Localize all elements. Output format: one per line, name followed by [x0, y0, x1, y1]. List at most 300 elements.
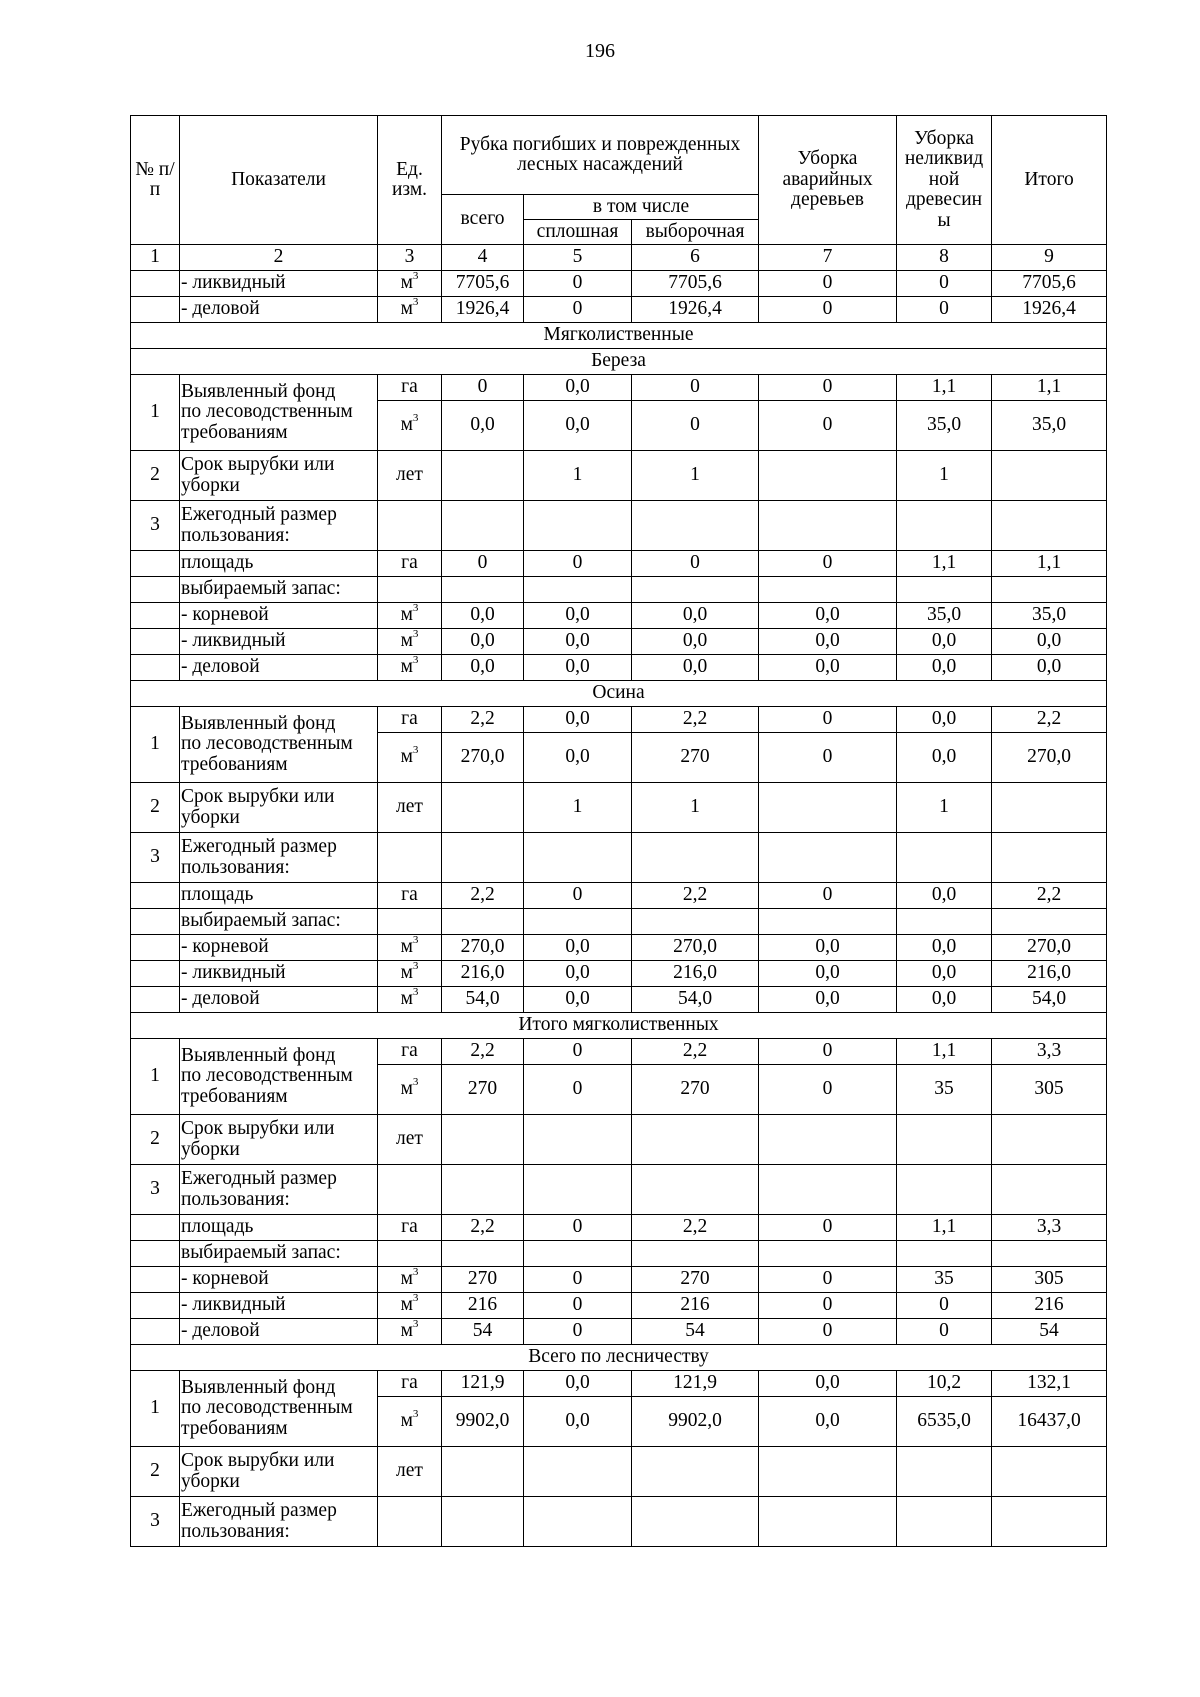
empty-cell: [524, 501, 632, 551]
unit-base: м: [400, 962, 413, 984]
value-cell: 0: [524, 1293, 632, 1319]
empty-cell: [992, 1497, 1107, 1547]
empty-cell: [632, 501, 759, 551]
table-row: [131, 961, 1107, 987]
header-unit: Ед. изм.: [378, 116, 442, 245]
unit-exponent: 3: [412, 1266, 419, 1278]
value-cell: 0: [524, 1215, 632, 1241]
indicator-text: пользования:: [181, 1520, 290, 1542]
indicator-text: по лесоводственным: [181, 401, 353, 423]
table-row: [131, 987, 1107, 1013]
empty-cell: [131, 1267, 180, 1293]
table-row: [131, 1165, 1107, 1215]
value-cell: 270: [442, 1267, 524, 1293]
value-cell: 0: [632, 375, 759, 401]
forest-use-table: [130, 115, 1107, 1547]
unit-exponent: 3: [412, 602, 419, 614]
table-row: [131, 1293, 1107, 1319]
value-cell: 270,0: [992, 935, 1107, 961]
unit-cell: [378, 1371, 442, 1397]
row-number: 2: [131, 1115, 180, 1165]
empty-cell: [378, 577, 442, 603]
value-cell: 216: [632, 1293, 759, 1319]
indicator-cell: [180, 1241, 378, 1267]
empty-cell: [131, 577, 180, 603]
indicator-text: пользования:: [181, 856, 290, 878]
value-cell: 270,0: [992, 733, 1107, 783]
value-cell: 1: [897, 783, 992, 833]
value-cell: 2,2: [992, 883, 1107, 909]
empty-cell: [131, 909, 180, 935]
empty-cell: [131, 297, 180, 323]
indicator-text: Выявленный фонд: [181, 380, 336, 402]
empty-cell: [759, 1497, 897, 1547]
empty-cell: [632, 1497, 759, 1547]
table-row: [131, 1039, 1107, 1065]
unit-cell: [378, 375, 442, 401]
header-selective: выборочная: [632, 220, 759, 245]
value-cell: 0: [632, 551, 759, 577]
unit-base: м: [400, 1410, 413, 1432]
value-cell: 1926,4: [992, 297, 1107, 323]
unit-cell: [378, 629, 442, 655]
table-row: [131, 297, 1107, 323]
empty-cell: [131, 271, 180, 297]
row-number: 1: [131, 707, 180, 783]
section-title: Итого мягколиственных: [131, 1013, 1107, 1039]
empty-cell: [992, 1165, 1107, 1215]
empty-cell: [524, 1241, 632, 1267]
value-cell: 0: [759, 271, 897, 297]
empty-cell: [524, 1497, 632, 1547]
value-cell: 0: [759, 1065, 897, 1115]
indicator-cell: [180, 1115, 378, 1165]
indicator-text: Ежегодный размер: [181, 1168, 337, 1190]
empty-cell: [131, 629, 180, 655]
table-row: [131, 1241, 1107, 1267]
empty-cell: [378, 909, 442, 935]
value-cell: 0: [524, 297, 632, 323]
value-cell: 0,0: [524, 375, 632, 401]
value-cell: 9902,0: [632, 1397, 759, 1447]
unit-exponent: 3: [412, 960, 419, 972]
indicator-text: Срок вырубки или: [181, 454, 335, 476]
empty-cell: [131, 1319, 180, 1345]
unit-cell: [378, 1065, 442, 1115]
table-row: [131, 1267, 1107, 1293]
section-row: [131, 1013, 1107, 1039]
indicator-cell: [180, 1497, 378, 1547]
indicator-text: Выявленный фонд: [181, 1044, 336, 1066]
table-row: [131, 909, 1107, 935]
value-cell: 1,1: [897, 551, 992, 577]
indicator-cell: [180, 603, 378, 629]
value-cell: [442, 1115, 524, 1165]
indicator-cell: [180, 883, 378, 909]
unit-text: га: [401, 1216, 418, 1238]
value-cell: [442, 451, 524, 501]
value-cell: 216,0: [992, 961, 1107, 987]
page-number: 196: [585, 40, 615, 62]
unit-exponent: 3: [412, 986, 419, 998]
value-cell: 0,0: [897, 629, 992, 655]
value-cell: 1,1: [992, 375, 1107, 401]
indicator-cell: [180, 451, 378, 501]
indicator-text: - корневой: [181, 604, 269, 626]
empty-cell: [759, 833, 897, 883]
section-title: Всего по лесничеству: [131, 1345, 1107, 1371]
value-cell: 0: [759, 551, 897, 577]
table-row: [131, 501, 1107, 551]
indicator-cell: [180, 297, 378, 323]
indicator-cell: [180, 375, 378, 451]
value-cell: 0,0: [632, 603, 759, 629]
row-number: 1: [131, 1371, 180, 1447]
value-cell: 2,2: [442, 1215, 524, 1241]
indicator-text: уборки: [181, 1138, 240, 1160]
value-cell: 0,0: [632, 655, 759, 681]
value-cell: 35: [897, 1267, 992, 1293]
table-row: [131, 935, 1107, 961]
value-cell: 0: [759, 883, 897, 909]
value-cell: 1,1: [992, 551, 1107, 577]
indicator-text: требованиям: [181, 753, 288, 775]
value-cell: 0,0: [897, 935, 992, 961]
unit-base: м: [400, 414, 413, 436]
indicator-text: выбираемый запас:: [181, 910, 341, 932]
indicator-cell: [180, 271, 378, 297]
unit-base: м: [400, 630, 413, 652]
value-cell: 1: [524, 783, 632, 833]
value-cell: 0: [524, 1319, 632, 1345]
value-cell: 54: [992, 1319, 1107, 1345]
value-cell: 0,0: [524, 603, 632, 629]
value-cell: [992, 783, 1107, 833]
value-cell: 0,0: [524, 629, 632, 655]
value-cell: 0: [759, 707, 897, 733]
value-cell: [992, 1447, 1107, 1497]
unit-text: га: [401, 376, 418, 398]
value-cell: 0,0: [759, 1371, 897, 1397]
indicator-text: - деловой: [181, 1320, 260, 1342]
table-row: [131, 629, 1107, 655]
indicator-text: требованиям: [181, 421, 288, 443]
unit-text: га: [401, 552, 418, 574]
indicator-text: уборки: [181, 1470, 240, 1492]
section-row: [131, 1345, 1107, 1371]
unit-text: га: [401, 1372, 418, 1394]
indicator-cell: [180, 961, 378, 987]
header-emergency: Уборка аварийных деревьев: [759, 116, 897, 245]
unit-base: м: [400, 604, 413, 626]
value-cell: 1: [524, 451, 632, 501]
value-cell: 2,2: [442, 1039, 524, 1065]
value-cell: 0,0: [759, 629, 897, 655]
indicator-cell: [180, 909, 378, 935]
indicator-text: по лесоводственным: [181, 1065, 353, 1087]
indicator-text: Выявленный фонд: [181, 1376, 336, 1398]
empty-cell: [131, 961, 180, 987]
value-cell: 0,0: [442, 401, 524, 451]
unit-exponent: 3: [412, 1075, 419, 1088]
unit-exponent: 3: [412, 743, 419, 756]
empty-cell: [759, 1241, 897, 1267]
indicator-cell: [180, 783, 378, 833]
empty-cell: [897, 1165, 992, 1215]
header-clear: сплошная: [524, 220, 632, 245]
empty-cell: [131, 1293, 180, 1319]
indicator-cell: [180, 707, 378, 783]
value-cell: 121,9: [632, 1371, 759, 1397]
indicator-cell: [180, 1165, 378, 1215]
value-cell: 216,0: [442, 961, 524, 987]
row-number: 2: [131, 451, 180, 501]
empty-cell: [632, 833, 759, 883]
row-number: 3: [131, 1497, 180, 1547]
value-cell: 121,9: [442, 1371, 524, 1397]
value-cell: [442, 783, 524, 833]
value-cell: 0: [759, 1293, 897, 1319]
value-cell: 0,0: [524, 733, 632, 783]
col-number: 9: [992, 245, 1107, 271]
indicator-cell: [180, 1267, 378, 1293]
value-cell: 0: [759, 733, 897, 783]
value-cell: 0,0: [524, 961, 632, 987]
value-cell: 0,0: [897, 961, 992, 987]
value-cell: [524, 1447, 632, 1497]
value-cell: 16437,0: [992, 1397, 1107, 1447]
indicator-text: пользования:: [181, 524, 290, 546]
value-cell: 0: [759, 401, 897, 451]
unit-cell: [378, 297, 442, 323]
empty-cell: [992, 501, 1107, 551]
indicator-text: Ежегодный размер: [181, 836, 337, 858]
value-cell: 0,0: [759, 987, 897, 1013]
unit-text: лет: [396, 464, 423, 486]
indicator-cell: [180, 655, 378, 681]
indicator-cell: [180, 629, 378, 655]
value-cell: 0: [759, 297, 897, 323]
empty-cell: [897, 1497, 992, 1547]
column-number-row: [131, 245, 1107, 271]
empty-cell: [131, 551, 180, 577]
unit-cell: [378, 1115, 442, 1165]
value-cell: 54: [632, 1319, 759, 1345]
value-cell: 0: [632, 401, 759, 451]
indicator-text: выбираемый запас:: [181, 578, 341, 600]
empty-cell: [524, 833, 632, 883]
value-cell: 0,0: [524, 1371, 632, 1397]
col-number: 2: [180, 245, 378, 271]
value-cell: 0,0: [897, 707, 992, 733]
unit-text: лет: [396, 1460, 423, 1482]
value-cell: 270: [632, 1267, 759, 1293]
empty-cell: [131, 1215, 180, 1241]
header-cutting: Рубка погибших и поврежденных лесных насаждений: [442, 116, 759, 195]
value-cell: 0,0: [897, 883, 992, 909]
unit-cell: [378, 883, 442, 909]
indicator-cell: [180, 501, 378, 551]
value-cell: 35,0: [897, 401, 992, 451]
empty-cell: [759, 501, 897, 551]
table-row: [131, 1447, 1107, 1497]
unit-cell: [378, 551, 442, 577]
header-indicators: Показатели: [180, 116, 378, 245]
value-cell: 0: [442, 375, 524, 401]
value-cell: 0: [759, 1215, 897, 1241]
unit-cell: [378, 1447, 442, 1497]
row-number: 2: [131, 783, 180, 833]
col-number: 3: [378, 245, 442, 271]
value-cell: 54,0: [442, 987, 524, 1013]
table-row: [131, 271, 1107, 297]
value-cell: 0,0: [759, 935, 897, 961]
value-cell: 0: [524, 1267, 632, 1293]
indicator-cell: [180, 987, 378, 1013]
indicator-cell: [180, 833, 378, 883]
unit-cell: [378, 1039, 442, 1065]
col-number: 5: [524, 245, 632, 271]
unit-cell: [378, 935, 442, 961]
table-body: [131, 271, 1107, 1547]
col-number: 1: [131, 245, 180, 271]
unit-cell: [378, 1215, 442, 1241]
indicator-cell: [180, 1319, 378, 1345]
col-number: 7: [759, 245, 897, 271]
value-cell: 0,0: [524, 1397, 632, 1447]
value-cell: 0,0: [632, 629, 759, 655]
value-cell: 305: [992, 1065, 1107, 1115]
empty-cell: [378, 833, 442, 883]
value-cell: 0,0: [442, 629, 524, 655]
empty-cell: [524, 577, 632, 603]
unit-cell: [378, 707, 442, 733]
value-cell: 270: [632, 733, 759, 783]
unit-text: га: [401, 708, 418, 730]
row-number: 3: [131, 833, 180, 883]
empty-cell: [378, 501, 442, 551]
value-cell: 270: [442, 1065, 524, 1115]
empty-cell: [378, 1241, 442, 1267]
section-title: Мягколиственные: [131, 323, 1107, 349]
indicator-text: - деловой: [181, 298, 260, 320]
table-row: [131, 551, 1107, 577]
indicator-cell: [180, 1039, 378, 1115]
header-num: № п/п: [131, 116, 180, 245]
value-cell: 0,0: [442, 603, 524, 629]
table-row: [131, 783, 1107, 833]
indicator-cell: [180, 935, 378, 961]
empty-cell: [524, 1165, 632, 1215]
header-total-cut: всего: [442, 195, 524, 245]
unit-cell: [378, 733, 442, 783]
indicator-text: Срок вырубки или: [181, 1118, 335, 1140]
empty-cell: [378, 1497, 442, 1547]
empty-cell: [992, 577, 1107, 603]
table-row: [131, 1115, 1107, 1165]
section-title: Осина: [131, 681, 1107, 707]
indicator-text: площадь: [181, 552, 254, 574]
row-number: 3: [131, 501, 180, 551]
indicator-text: - ликвидный: [181, 1294, 286, 1316]
row-number: 1: [131, 1039, 180, 1115]
value-cell: 2,2: [442, 707, 524, 733]
value-cell: [992, 1115, 1107, 1165]
value-cell: 0,0: [897, 733, 992, 783]
row-number: 2: [131, 1447, 180, 1497]
empty-cell: [524, 909, 632, 935]
value-cell: 35,0: [992, 603, 1107, 629]
unit-exponent: 3: [412, 934, 419, 946]
empty-cell: [442, 1165, 524, 1215]
value-cell: 216: [442, 1293, 524, 1319]
value-cell: 0: [524, 551, 632, 577]
unit-exponent: 3: [412, 1292, 419, 1304]
value-cell: 2,2: [442, 883, 524, 909]
table-row: [131, 375, 1107, 401]
table-row: [131, 883, 1107, 909]
empty-cell: [378, 1165, 442, 1215]
header-total: Итого: [992, 116, 1107, 245]
table-row: [131, 603, 1107, 629]
unit-cell: [378, 271, 442, 297]
unit-cell: [378, 655, 442, 681]
empty-cell: [632, 577, 759, 603]
indicator-cell: [180, 577, 378, 603]
value-cell: 132,1: [992, 1371, 1107, 1397]
value-cell: 270,0: [442, 733, 524, 783]
indicator-text: Срок вырубки или: [181, 1450, 335, 1472]
table-row: [131, 655, 1107, 681]
table-header: [131, 116, 1107, 271]
unit-exponent: 3: [412, 628, 419, 640]
value-cell: 2,2: [992, 707, 1107, 733]
empty-cell: [442, 577, 524, 603]
value-cell: 3,3: [992, 1039, 1107, 1065]
value-cell: 0: [897, 1319, 992, 1345]
empty-cell: [632, 1241, 759, 1267]
indicator-cell: [180, 1293, 378, 1319]
header-illiquid: Уборка неликвид ной древесин ы: [897, 116, 992, 245]
unit-cell: [378, 1267, 442, 1293]
empty-cell: [992, 1241, 1107, 1267]
section-row: [131, 323, 1107, 349]
table-row: [131, 707, 1107, 733]
unit-exponent: 3: [412, 296, 419, 308]
indicator-text: требованиям: [181, 1085, 288, 1107]
value-cell: 0,0: [992, 655, 1107, 681]
indicator-cell: [180, 551, 378, 577]
indicator-text: - корневой: [181, 1268, 269, 1290]
unit-exponent: 3: [412, 654, 419, 666]
indicator-text: по лесоводственным: [181, 733, 353, 755]
indicator-text: требованиям: [181, 1417, 288, 1439]
empty-cell: [442, 501, 524, 551]
indicator-text: Выявленный фонд: [181, 712, 336, 734]
unit-base: м: [400, 1268, 413, 1290]
empty-cell: [897, 577, 992, 603]
unit-text: га: [401, 1040, 418, 1062]
table-row: [131, 833, 1107, 883]
table-row: [131, 577, 1107, 603]
unit-text: га: [401, 884, 418, 906]
unit-text: лет: [396, 1128, 423, 1150]
empty-cell: [759, 577, 897, 603]
value-cell: 0: [524, 1039, 632, 1065]
value-cell: 0: [759, 1319, 897, 1345]
empty-cell: [131, 987, 180, 1013]
value-cell: 0: [897, 271, 992, 297]
